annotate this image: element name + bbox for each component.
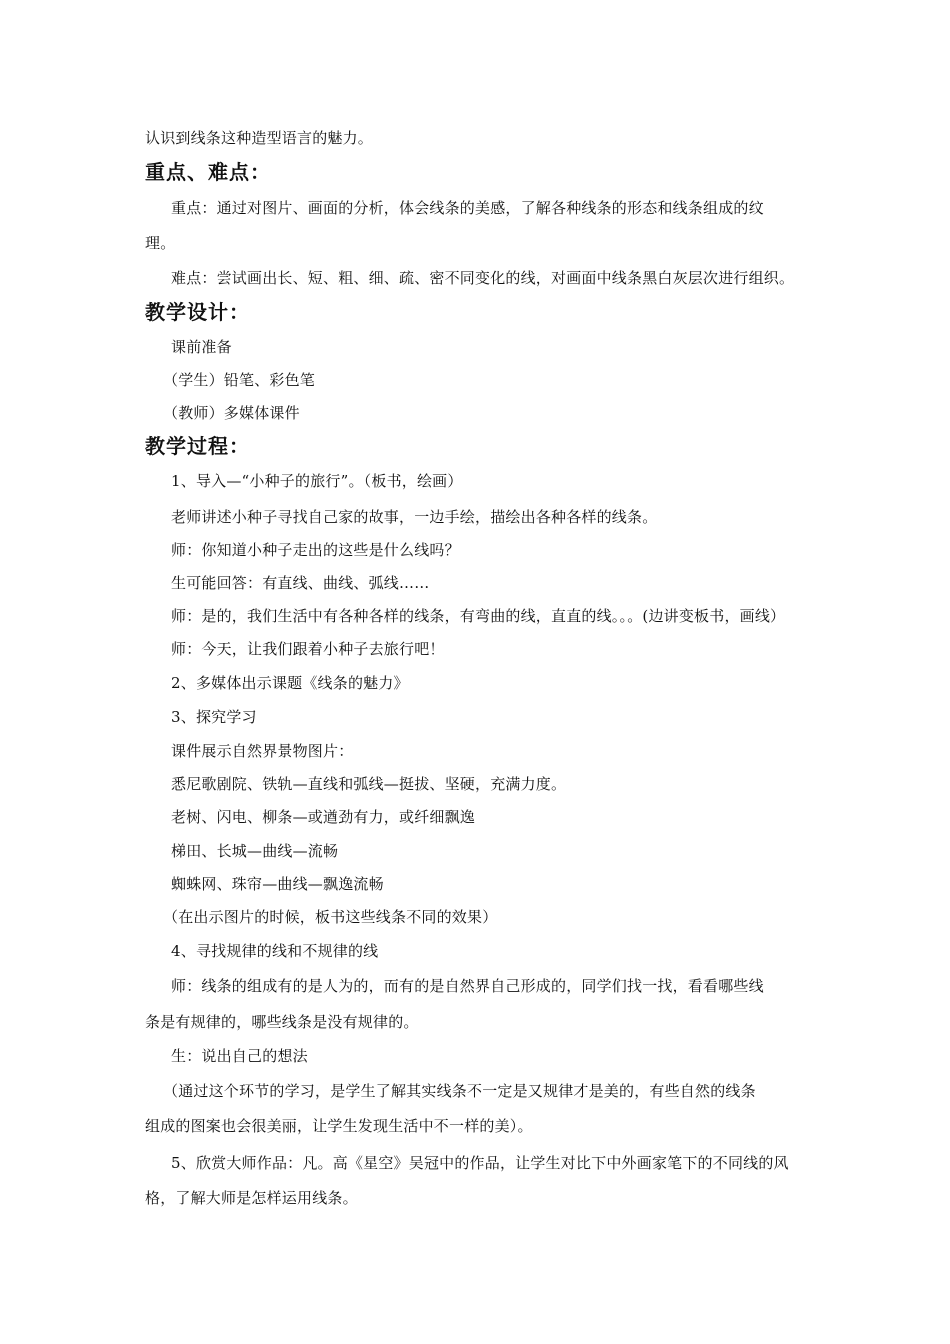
key-point-line-1: 重点：通过对图片、画面的分析，体会线条的美感，了解各种线条的形态和线条组成的纹	[171, 199, 764, 217]
prep-text: 课前准备	[171, 338, 232, 356]
step-3-line-a: 课件展示自然界景物图片：	[171, 742, 354, 760]
key-point-line-2: 理。	[145, 234, 176, 252]
prep-teacher-text: （教师）多媒体课件	[163, 404, 300, 422]
step-3-title: 3、探究学习	[171, 708, 257, 726]
step-3-line-c: 老树、闪电、柳条—或遒劲有力，或纤细飘逸	[171, 808, 476, 826]
step-4-line-b: 生：说出自己的想法	[171, 1047, 308, 1065]
step-1-title: 1、导入—“小种子的旅行”。（板书，绘画）	[171, 472, 463, 490]
step-4-line-c1: （通过这个环节的学习，是学生了解其实线条不一定是又规律才是美的，有些自然的线条	[163, 1082, 756, 1100]
step-4-title: 4、寻找规律的线和不规律的线	[171, 942, 379, 960]
intro-tail-text: 认识到线条这种造型语言的魅力。	[145, 129, 374, 147]
difficulty-text: 难点：尝试画出长、短、粗、细、疏、密不同变化的线，对画面中线条黑白灰层次进行组织。	[171, 269, 795, 287]
step-1-line-c: 生可能回答：有直线、曲线、弧线……	[171, 574, 430, 592]
prep-student-text: （学生）铅笔、彩色笔	[163, 371, 316, 389]
step-3-line-e: 蜘蛛网、珠帘—曲线—飘逸流畅	[171, 875, 384, 893]
step-1-line-e: 师：今天，让我们跟着小种子去旅行吧！	[171, 640, 445, 658]
step-3-line-b: 悉尼歌剧院、铁轨—直线和弧线—挺拔、坚硬，充满力度。	[171, 775, 567, 793]
heading-design: 教学设计：	[145, 300, 250, 324]
step-5-line-2: 格，了解大师是怎样运用线条。	[145, 1189, 358, 1207]
heading-key-points: 重点、难点：	[145, 160, 271, 184]
step-1-line-a: 老师讲述小种子寻找自己家的故事，一边手绘，描绘出各种各样的线条。	[171, 508, 658, 526]
step-3-line-d: 梯田、长城—曲线—流畅	[171, 842, 339, 860]
heading-process: 教学过程：	[145, 434, 250, 458]
step-1-line-d: 师：是的，我们生活中有各种各样的线条，有弯曲的线，直直的线。。。(边讲变板书，画线）	[171, 607, 786, 625]
step-4-line-c2: 组成的图案也会很美丽，让学生发现生活中不一样的美）。	[145, 1117, 533, 1135]
step-2-title: 2、多媒体出示课题《线条的魅力》	[171, 674, 409, 692]
step-4-line-a1: 师：线条的组成有的是人为的，而有的是自然界自己形成的，同学们找一找，看看哪些线	[171, 977, 764, 995]
step-3-line-f: （在出示图片的时候，板书这些线条不同的效果）	[163, 908, 498, 926]
step-1-line-b: 师：你知道小种子走出的这些是什么线吗？	[171, 541, 460, 559]
step-4-line-a2: 条是有规律的，哪些线条是没有规律的。	[145, 1013, 419, 1031]
step-5-line-1: 5、欣赏大师作品：凡。高《星空》吴冠中的作品，让学生对比下中外画家笔下的不同线的风	[171, 1154, 789, 1172]
